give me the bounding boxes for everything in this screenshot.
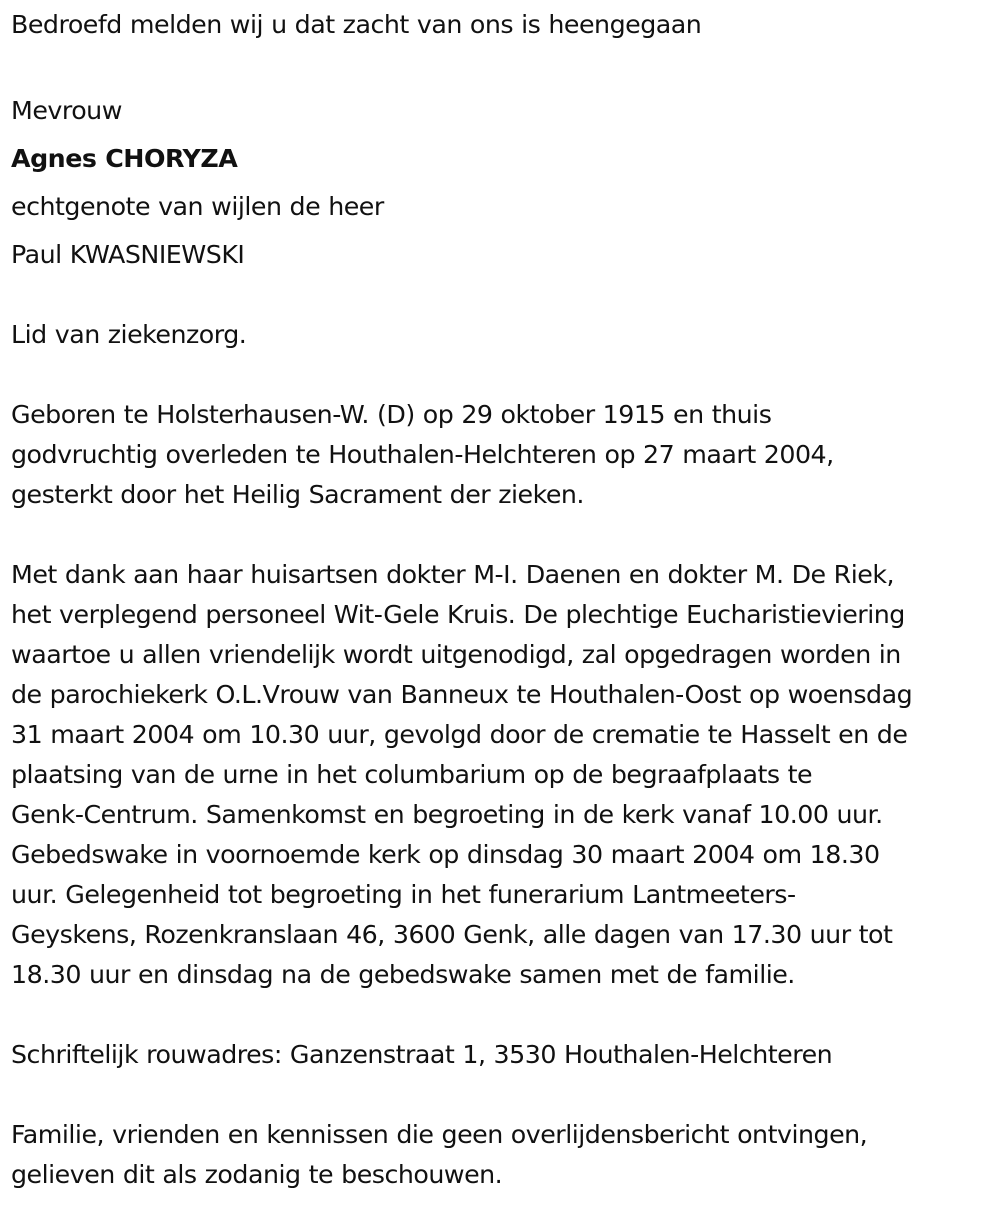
salutation: Mevrouw	[11, 96, 122, 125]
spacer	[11, 995, 996, 1035]
paragraph-line: 31 maart 2004 om 10.30 uur, gevolgd door de crematie te Hasselt en de	[11, 720, 908, 749]
paragraph-line: de parochiekerk O.L.Vrouw van Banneux te Houthalen-Oost op woensdag	[11, 680, 913, 709]
paragraph-line: Genk-Centrum. Samenkomst en begroeting in de kerk vanaf 10.00 uur.	[11, 800, 883, 829]
closing-paragraph	[11, 1115, 996, 1195]
paragraph-line: Geboren te Holsterhausen-W. (D) op 29 oktober 1915 en thuis	[11, 400, 772, 429]
ceremony-paragraph	[11, 555, 996, 995]
deceased-name: Agnes CHORYZA	[11, 144, 238, 173]
spacer	[11, 275, 996, 315]
paragraph-line: gesterkt door het Heilig Sacrament der zieken.	[11, 480, 584, 509]
spacer	[11, 355, 996, 395]
paragraph-line: waartoe u allen vriendelijk wordt uitgenodigd, zal opgedragen worden in	[11, 640, 901, 669]
intro-line: Bedroefd melden wij u dat zacht van ons is heengegaan	[11, 10, 702, 39]
spacer	[11, 515, 996, 555]
paragraph-line: godvruchtig overleden te Houthalen-Helchteren op 27 maart 2004,	[11, 440, 834, 469]
membership-line: Lid van ziekenzorg.	[11, 320, 247, 349]
paragraph-line: gelieven dit als zodanig te beschouwen.	[11, 1160, 503, 1189]
paragraph-line: uur. Gelegenheid tot begroeting in het funerarium Lantmeeters-	[11, 880, 796, 909]
paragraph-line: het verplegend personeel Wit-Gele Kruis. De plechtige Eucharistieviering	[11, 600, 905, 629]
birth-death-paragraph	[11, 395, 996, 515]
paragraph-line: 18.30 uur en dinsdag na de gebedswake samen met de familie.	[11, 960, 795, 989]
paragraph-line: plaatsing van de urne in het columbarium op de begraafplaats te	[11, 760, 813, 789]
paragraph-line: Met dank aan haar huisartsen dokter M-I. Daenen en dokter M. De Riek,	[11, 560, 895, 589]
spouse-name: Paul KWASNIEWSKI	[11, 240, 245, 269]
spouse-prefix: echtgenote van wijlen de heer	[11, 192, 384, 221]
mourning-address: Schriftelijk rouwadres: Ganzenstraat 1, 3530 Houthalen-Helchteren	[11, 1040, 833, 1069]
paragraph-line: Geyskens, Rozenkranslaan 46, 3600 Genk, alle dagen van 17.30 uur tot	[11, 920, 893, 949]
paragraph-line: Gebedswake in voornoemde kerk op dinsdag 30 maart 2004 om 18.30	[11, 840, 880, 869]
spacer	[11, 1075, 996, 1115]
paragraph-line: Familie, vrienden en kennissen die geen overlijdensbericht ontvingen,	[11, 1120, 868, 1149]
death-notice	[11, 0, 996, 1195]
spacer	[11, 45, 996, 85]
